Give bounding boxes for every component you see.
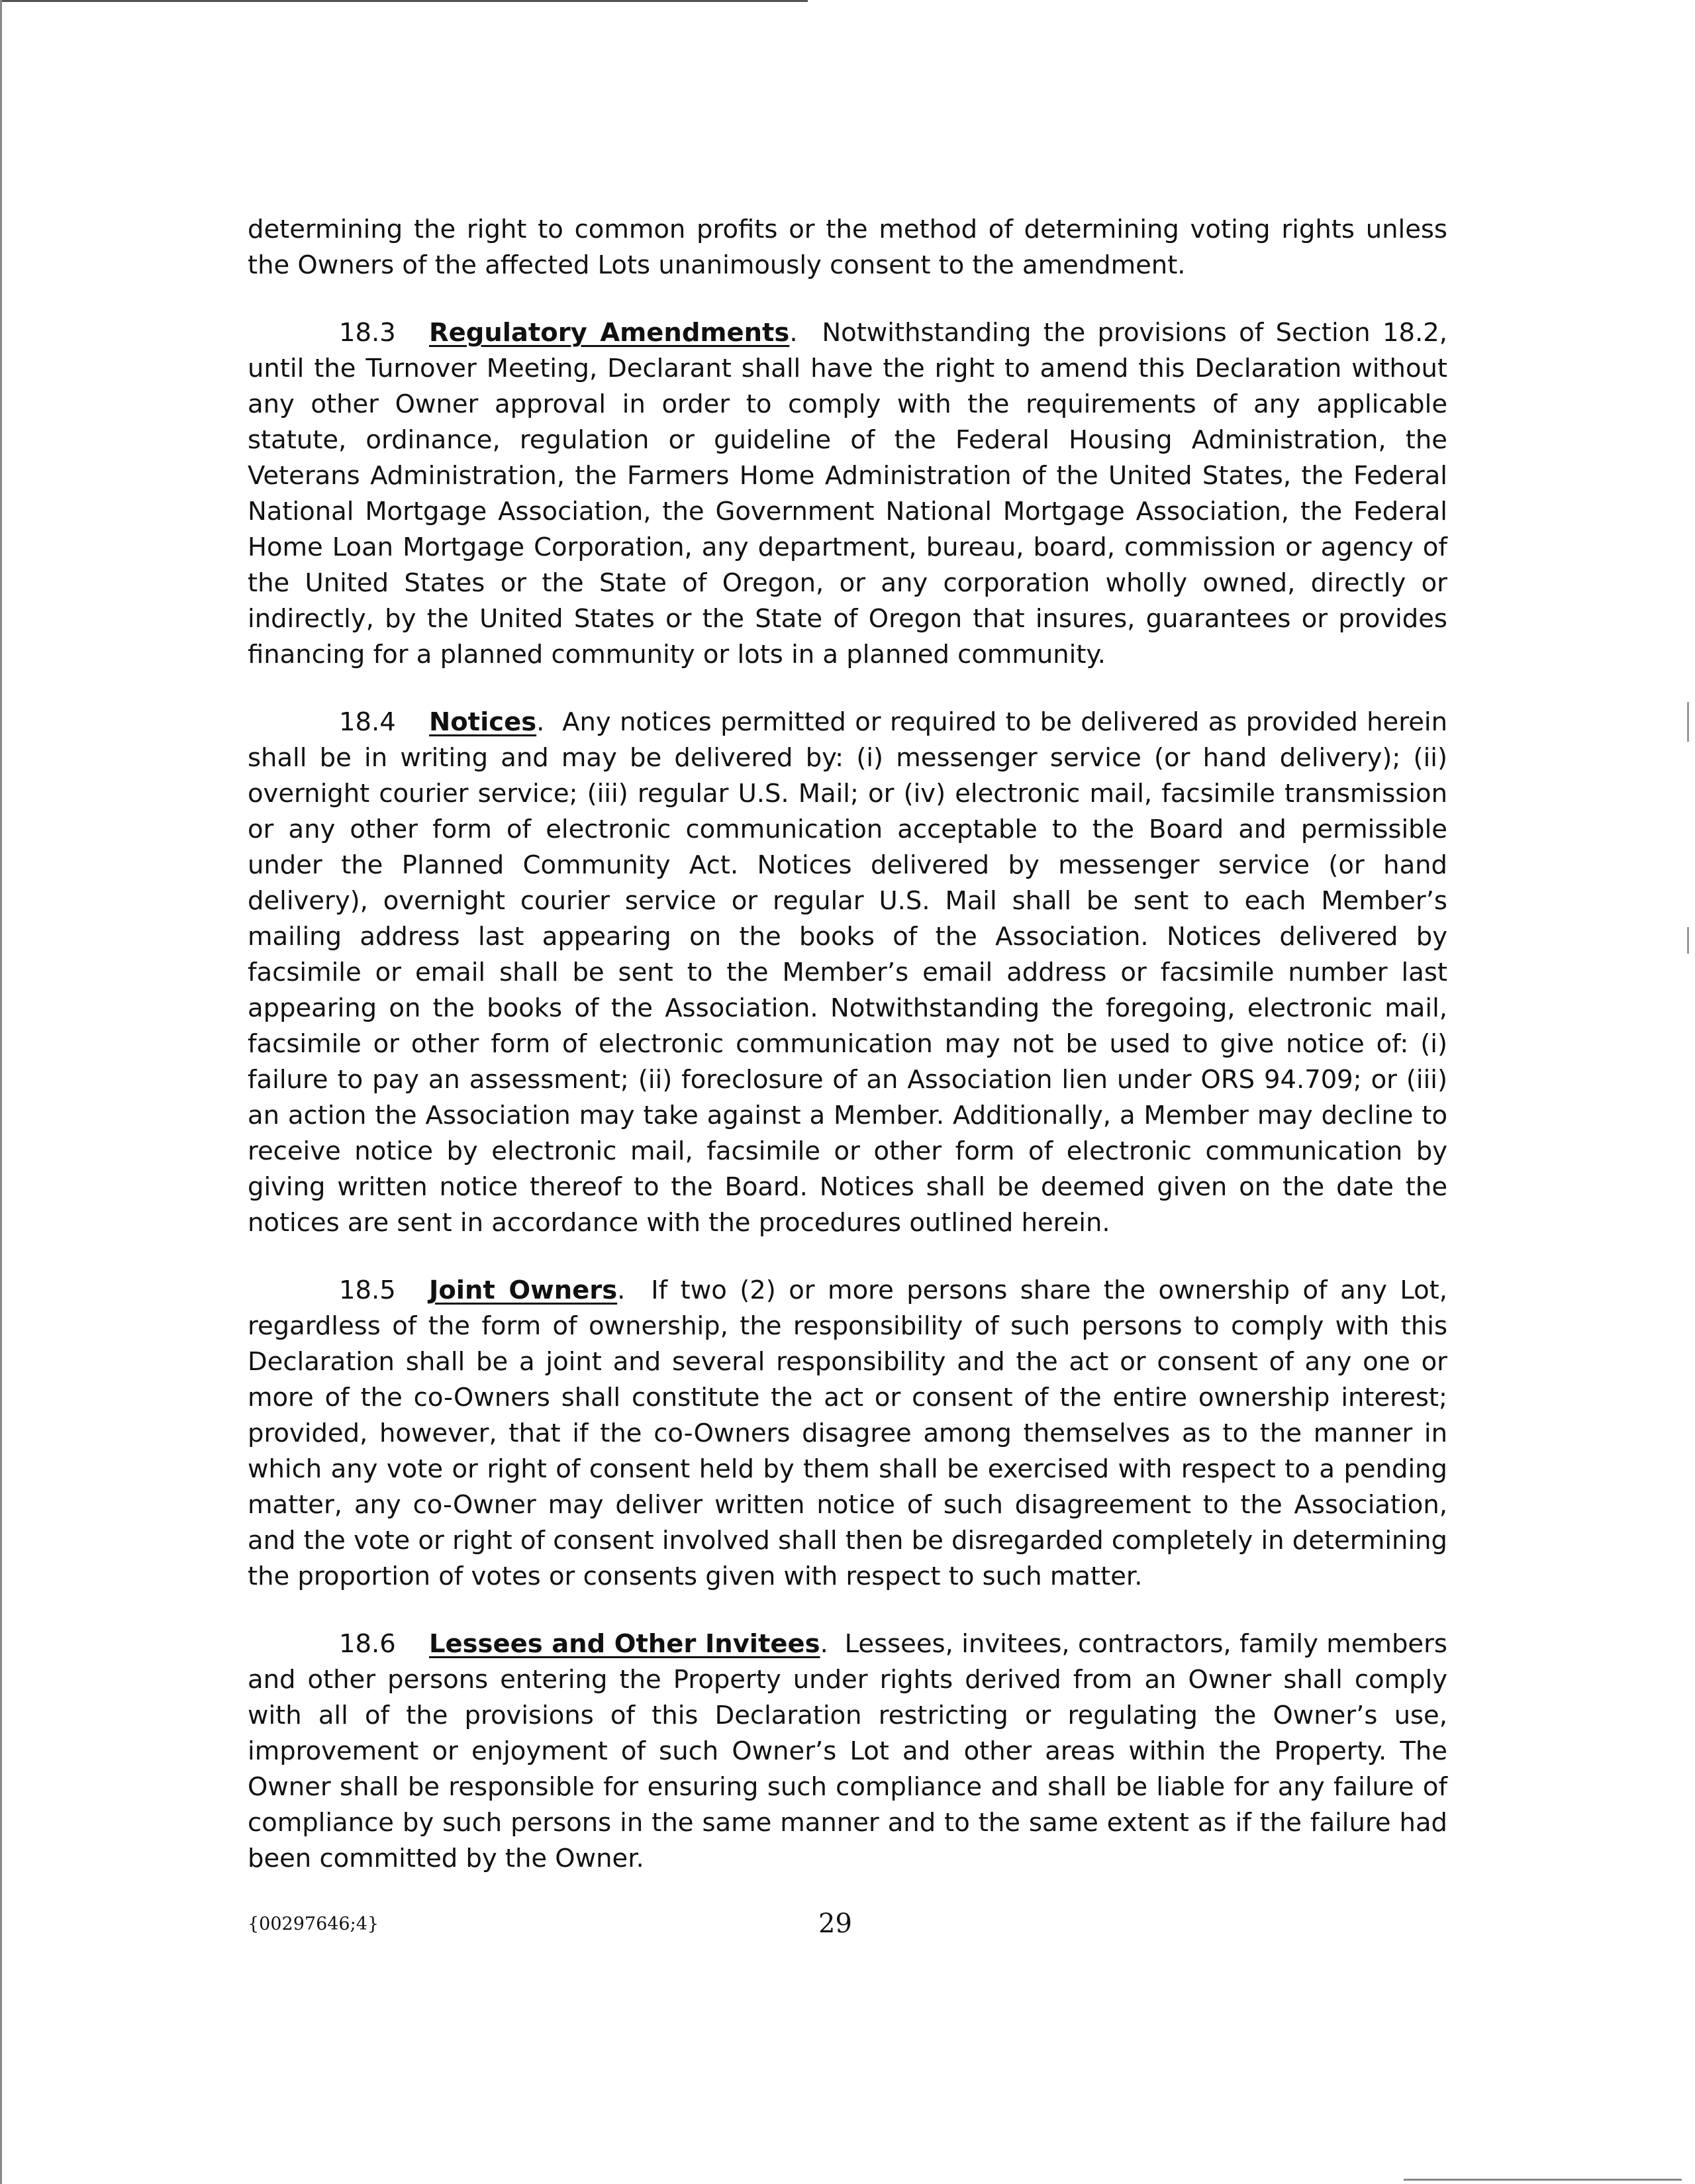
- section-18-3: 18.3 Regulatory Amendments. Notwithstanding the provisions of Section 18.2, until the Turnover Meeting, Declarant shall have the right to amend this Declaration without any other Owner approval in order to comply with the requirements of any applicable statute, ordinance, regulation or guideline of the Federal Housing Administration, the Veterans Administration, the Farmers Home Administration of the United States, the Federal National Mortgage Association, the Government National Mortgage Association, the Federal Home Loan Mortgage Corporation, any department, bureau, board, commission or agency of the United States or the State of Oregon, or any corporation wholly owned, directly or indirectly, by the United States or the State of Oregon that insures, guarantees or provides financing for a planned community or lots in a planned community.: [248, 315, 1447, 673]
- section-number: 18.5: [339, 1275, 396, 1305]
- page-footer: [248, 1909, 1447, 1948]
- scan-mark-right: [1687, 702, 1689, 742]
- scan-edge-left: [0, 0, 2, 2184]
- section-18-5: 18.5 Joint Owners. If two (2) or more persons share the ownership of any Lot, regardless of the form of ownership, the responsibility of such persons to comply with this Declaration shall be a joint and several responsibility and the act or consent of any one or more of the co-Owners shall constitute the act or consent of the entire ownership interest; provided, however, that if the co-Owners disagree among themselves as to the manner in which any vote or right of consent held by them shall be exercised with respect to a pending matter, any co-Owner may deliver written notice of such disagreement to the Association, and the vote or right of consent involved shall then be disregarded completely in determining the proportion of votes or consents given with respect to such matter.: [248, 1273, 1447, 1595]
- section-body: Any notices permitted or required to be delivered as provided herein shall be in writing and may be delivered by: (i) messenger service (or hand delivery); (ii) overnight courier service; (iii) regular U.S. Mail; or (iv) electronic mail, facsimile transmission or any other form of electronic communication acceptable to the Board and permissible under the Planned Community Act. Notices delivered by messenger service (or hand delivery), overnight courier service or regular U.S. Mail shall be sent to each Member’s mailing address last appearing on the books of the Association. Notices delivered by facsimile or email shall be sent to the Member’s email address or facsimile number last appearing on the books of the Association. Notwithstanding the foregoing, electronic mail, facsimile or other form of electronic communication may not be used to give notice of: (i) failure to pay an assessment; (ii) foreclosure of an Association lien under ORS 94.709; or (iii) an action the Association may take against a Member. Additionally, a Member may decline to receive notice by electronic mail, facsimile or other form of electronic communication by giving written notice thereof to the Board. Notices shall be deemed given on the date the notices are sent in accordance with the procedures outlined herein.: [248, 707, 1447, 1238]
- section-number: 18.4: [339, 707, 396, 737]
- section-18-6: 18.6 Lessees and Other Invitees. Lessees, invitees, contractors, family members and other persons entering the Property under rights derived from an Owner shall comply with all of the provisions of this Declaration restricting or regulating the Owner’s use, improvement or enjoyment of such Owner’s Lot and other areas within the Property. The Owner shall be responsible for ensuring such compliance and shall be liable for any failure of compliance by such persons in the same manner and to the same extent as if the failure had been committed by the Owner.: [248, 1626, 1447, 1877]
- section-body: If two (2) or more persons share the ownership of any Lot, regardless of the form of ownership, the responsibility of such persons to comply with this Declaration shall be a joint and several responsibility and the act or consent of any one or more of the co-Owners shall constitute the act or consent of the entire ownership interest; provided, however, that if the co-Owners disagree among themselves as to the manner in which any vote or right of consent held by them shall be exercised with respect to a pending matter, any co-Owner may deliver written notice of such disagreement to the Association, and the vote or right of consent involved shall then be disregarded completely in determining the proportion of votes or consents given with respect to such matter.: [248, 1275, 1447, 1591]
- section-title: Joint Owners: [429, 1275, 618, 1305]
- section-body: Lessees, invitees, contractors, family members and other persons entering the Property under rights derived from an Owner shall comply with all of the provisions of this Declaration restricting or regulating the Owner’s use, improvement or enjoyment of such Owner’s Lot and other areas within the Property. The Owner shall be responsible for ensuring such compliance and shall be liable for any failure of compliance by such persons in the same manner and to the same extent as if the failure had been committed by the Owner.: [248, 1629, 1447, 1873]
- section-title: Notices: [429, 707, 537, 737]
- section-number: 18.3: [339, 318, 396, 348]
- page-number: 29: [818, 1909, 852, 1939]
- section-number: 18.6: [339, 1629, 396, 1659]
- section-title: Regulatory Amendments: [429, 318, 790, 348]
- section-body: Notwithstanding the provisions of Section 18.2, until the Turnover Meeting, Declarant shall have the right to amend this Declaration without any other Owner approval in order to comply with the requirements of any applicable statute, ordinance, regulation or guideline of the Federal Housing Administration, the Veterans Administration, the Farmers Home Administration of the United States, the Federal National Mortgage Association, the Government National Mortgage Association, the Federal Home Loan Mortgage Corporation, any department, bureau, board, commission or agency of the United States or the State of Oregon, or any corporation wholly owned, directly or indirectly, by the United States or the State of Oregon that insures, guarantees or provides financing for a planned community or lots in a planned community.: [248, 318, 1447, 670]
- scan-edge-top: [0, 0, 808, 2]
- section-title: Lessees and Other Invitees: [429, 1629, 820, 1659]
- document-id: {00297646;4}: [248, 1914, 379, 1934]
- scan-mark-bottom: [1404, 2179, 1682, 2181]
- section-18-4: 18.4 Notices. Any notices permitted or required to be delivered as provided herein shall be in writing and may be delivered by: (i) messenger service (or hand delivery); (ii) overnight courier service; (iii) regular U.S. Mail; or (iv) electronic mail, facsimile transmission or any other form of electronic communication acceptable to the Board and permissible under the Planned Community Act. Notices delivered by messenger service (or hand delivery), overnight courier service or regular U.S. Mail shall be sent to each Member’s mailing address last appearing on the books of the Association. Notices delivered by facsimile or email shall be sent to the Member’s email address or facsimile number last appearing on the books of the Association. Notwithstanding the foregoing, electronic mail, facsimile or other form of electronic communication may not be used to give notice of: (i) failure to pay an assessment; (ii) foreclosure of an Association lien under ORS 94.709; or (iii) an action the Association may take against a Member. Additionally, a Member may decline to receive notice by electronic mail, facsimile or other form of electronic communication by giving written notice thereof to the Board. Notices shall be deemed given on the date the notices are sent in accordance with the procedures outlined herein.: [248, 705, 1447, 1241]
- scan-mark-right: [1687, 927, 1689, 954]
- intro-paragraph: determining the right to common profits or the method of determining voting rights unless the Owners of the affected Lots unanimously consent to the amendment.: [248, 215, 1447, 280]
- document-body: [248, 212, 1447, 1909]
